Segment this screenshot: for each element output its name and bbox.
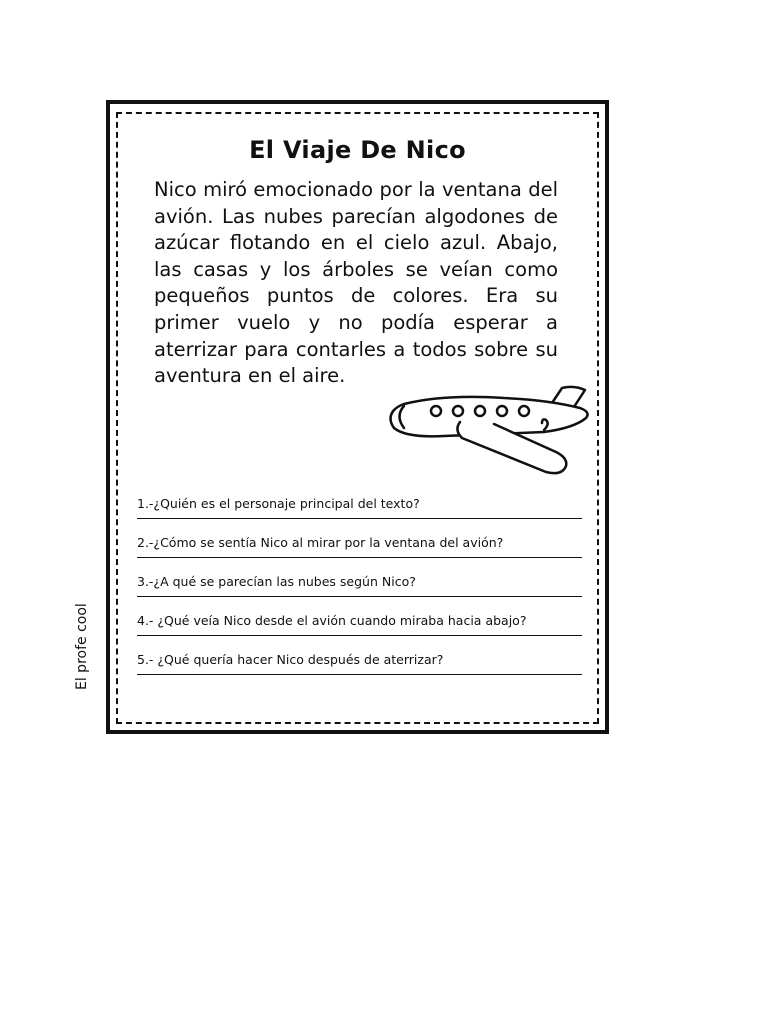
- question-text: 2.-¿Cómo se sentía Nico al mirar por la ventana del avión?: [137, 535, 504, 550]
- answer-line[interactable]: [137, 635, 582, 636]
- question-text: 1.-¿Quién es el personaje principal del texto?: [137, 496, 420, 511]
- answer-line[interactable]: [137, 596, 582, 597]
- question-text: 4.- ¿Qué veía Nico desde el avión cuando miraba hacia abajo?: [137, 613, 527, 628]
- question-item: [137, 496, 582, 519]
- question-item: [137, 574, 582, 597]
- question-item: [137, 535, 582, 558]
- question-item: [137, 613, 582, 636]
- questions-list: [137, 496, 582, 691]
- answer-line[interactable]: [137, 674, 582, 675]
- answer-line[interactable]: [137, 557, 582, 558]
- answer-line[interactable]: [137, 518, 582, 519]
- story-paragraph: Nico miró emocionado por la ventana del avión. Las nubes parecían algodones de azúcar flotando en el cielo azul. Abajo, las casas y los árboles se veían como pequeños puntos de colores. Era su primer vuelo y no podía esperar a aterrizar para contarles a todos sobre su aventura en el aire.: [154, 178, 558, 388]
- airplane-icon: [384, 384, 594, 484]
- question-text: 5.- ¿Qué quería hacer Nico después de aterrizar?: [137, 652, 444, 667]
- worksheet-title: El Viaje De Nico: [249, 136, 466, 164]
- question-text: 3.-¿A qué se parecían las nubes según Nico?: [137, 574, 416, 589]
- question-item: [137, 652, 582, 675]
- author-side-label: El profe cool: [74, 603, 90, 690]
